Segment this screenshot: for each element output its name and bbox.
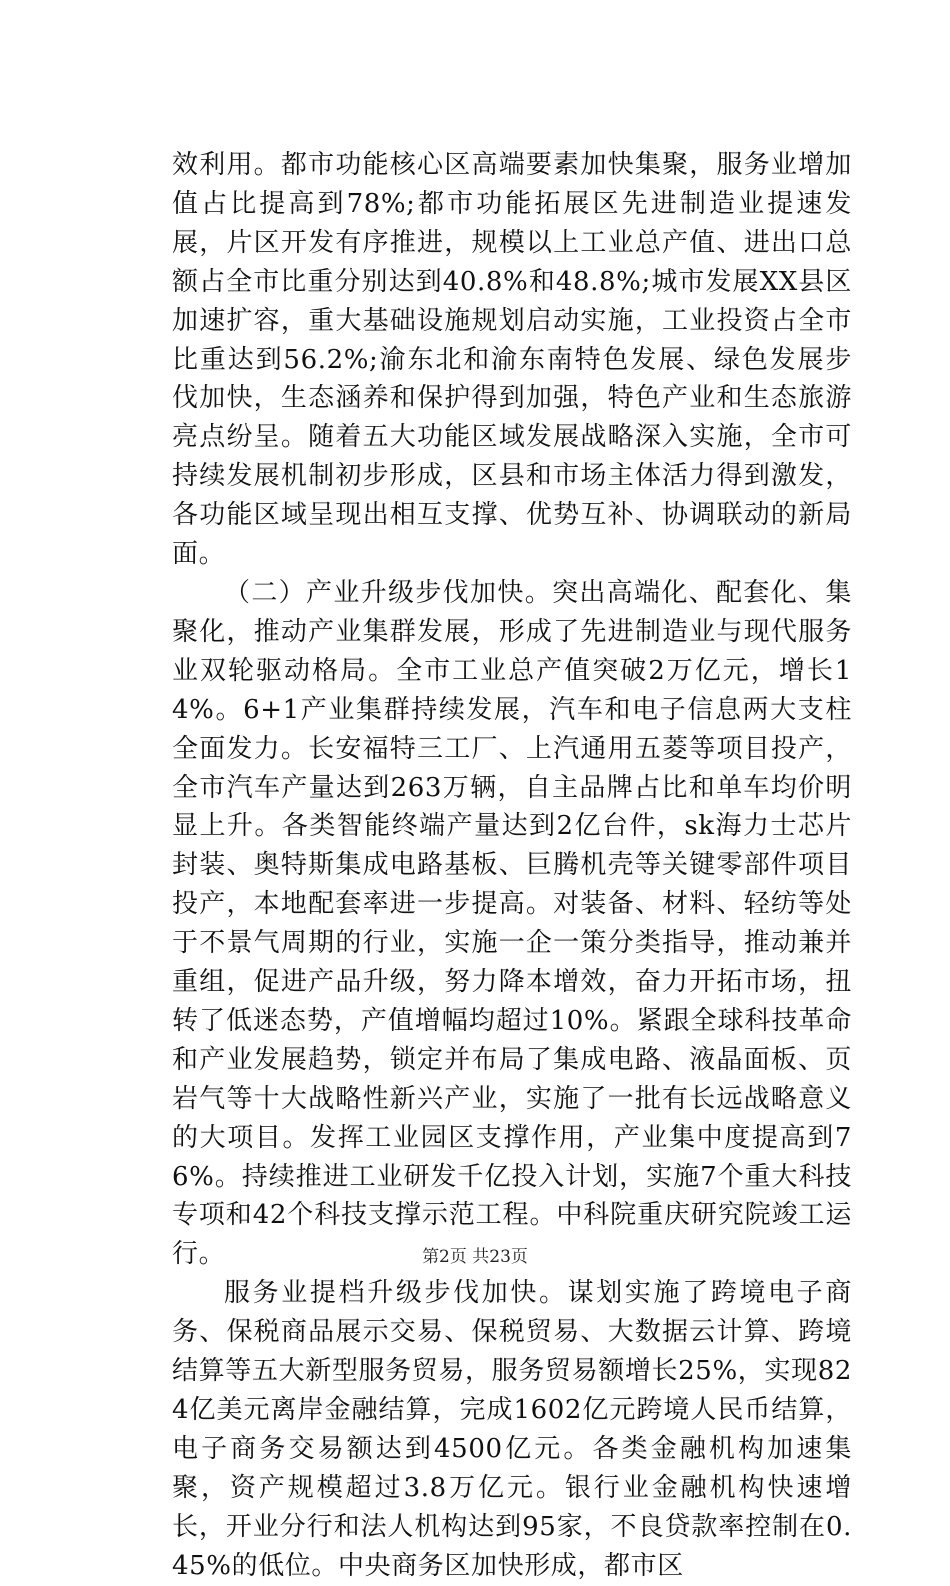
paragraph-1: 效利用。都市功能核心区高端要素加快集聚，服务业增加值占比提高到78%;都市功能拓展区先进制造业提速发展，片区开发有序推进，规模以上工业总产值、进出口总额占全市比重分别达到40.8%和48.8%;城市发展XX县区加速扩容，重大基础设施规划启动实施，工业投资占全市比重达到56.2%;渝东北和渝东南特色发展、绿色发展步伐加快，生态涵养和保护得到加强，特色产业和生态旅游亮点纷呈。随着五大功能区域发展战略深入实施，全市可持续发展机制初步形成，区县和市场主体活力得到激发，各功能区域呈现出相互支撑、优势互补、协调联动的新局面。	[172, 150, 852, 570]
page-footer: 第2页 共23页	[422, 1247, 528, 1267]
paragraph-3: 服务业提档升级步伐加快。谋划实施了跨境电子商务、保税商品展示交易、保税贸易、大数据云计算、跨境结算等五大新型服务贸易，服务贸易额增长25%，实现824亿美元离岸金融结算，完成1602亿元跨境人民币结算，电子商务交易额达到4500亿元。各类金融机构加速集聚，资产规模超过3.8万亿元。银行业金融机构快速增长，开业分行和法人机构达到95家，不良贷款率控制在0.45%的低位。中央商务区加快形成，都市区	[172, 1278, 852, 1581]
document-body	[172, 146, 852, 1586]
paragraph-2: （二）产业升级步伐加快。突出高端化、配套化、集聚化，推动产业集群发展，形成了先进制造业与现代服务业双轮驱动格局。全市工业总产值突破2万亿元，增长14%。6+1产业集群持续发展，汽车和电子信息两大支柱全面发力。长安福特三工厂、上汽通用五菱等项目投产，全市汽车产量达到263万辆，自主品牌占比和单车均价明显上升。各类智能终端产量达到2亿台件，sk海力士芯片封装、奥特斯集成电路基板、巨腾机壳等关键零部件项目投产，本地配套率进一步提高。对装备、材料、轻纺等处于不景气周期的行业，实施一企一策分类指导，推动兼并重组，促进产品升级，努力降本增效，奋力开拓市场，扭转了低迷态势，产值增幅均超过10%。紧跟全球科技革命和产业发展趋势，锁定并布局了集成电路、液晶面板、页岩气等十大战略性新兴产业，实施了一批有长远战略意义的大项目。发挥工业园区支撑作用，产业集中度提高到76%。持续推进工业研发千亿投入计划，实施7个重大科技专项和42个科技支撑示范工程。中科院重庆研究院竣工运行。	[172, 577, 852, 1270]
